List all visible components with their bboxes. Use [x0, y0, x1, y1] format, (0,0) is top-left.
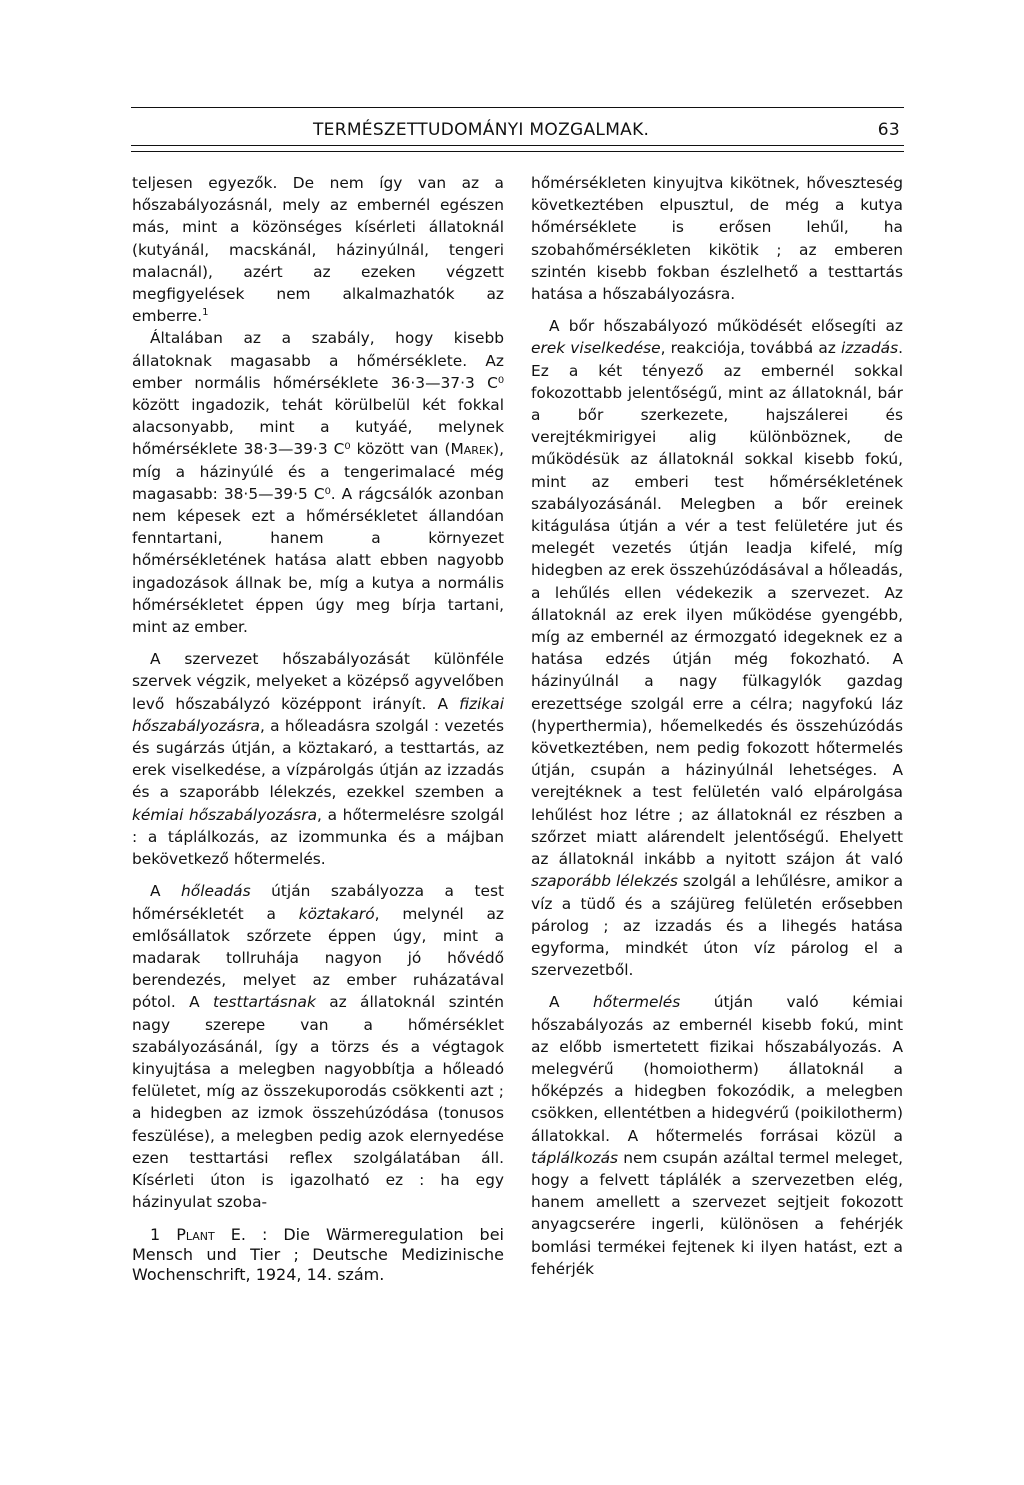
header-title: TERMÉSZETTUDOMÁNYI MOZGALMAK.	[313, 120, 650, 140]
footnote-author: Plant E.	[176, 1225, 246, 1245]
left-column	[132, 172, 504, 1285]
running-header	[131, 120, 904, 144]
paragraph: teljesen egyezők. De nem így van az a hőszabályozásnál, mely az embernél egészen más, mint a közönséges kísérleti állatoknál (kutyánál, macskánál, házinyúlnál, tengeri malacnál), azért az ezeken végzett megfigyelések nem alkalmazhatók az emberre.$^1$	[132, 174, 504, 326]
top-rule	[131, 107, 904, 108]
paragraph: Általában az a szabály, hogy kisebb állatoknak magasabb a hőmérséklete. Az ember normális hőmérséklete 36·3—37·3 C⁰ között ingadozik, tehát körülbelül két fokkal alacsonyabb, mint a kutyáé, melynek hőmérséklete 38·3—39·3 C⁰ között van (Marek), míg a házinyúlé és a tengerimalacé még magasabb: 38·5—39·5 C⁰. A rágcsálók azonban nem képesek ezt a hőmérsékletet állandóan fenntartani, hanem a környezet hőmérsékletének hatása alatt ebben nagyobb ingadozások állnak be, míg a kutya a normális hőmérsékletet éppen úgy meg bírja tartani, mint az ember.	[132, 329, 504, 637]
author-name: Marek	[450, 440, 494, 459]
header-rule-upper	[131, 145, 904, 146]
footnote-ref: 1	[202, 307, 209, 319]
paragraph: A bőr hőszabályozó működését elősegíti az erek viselkedése, reakciója, továbbá az izzadás. Ez a két tényező az embernél sokkal fokozottabb jelentőségű, mint az állatoknál, bár a bőr szerkezete, hajszálerei és verejtékmirigyei alig különböznek, de működésük az állatoknál sokkal kisebb fokú, mint az emberi test hőmérsékletének szabályozásánál. Melegben a bőr ereinek kitágulása útján a vér a test felületére jut és melegét vezetés útján leadja kifelé, míg hidegben az erek összehúzódásával a hőleadás, a lehűlés ellen védekezik a szervezet. Az állatoknál az erek ilyen működése gyengébb, míg az embernél az érmozgató idegeknek ez a hatása edzés útján még fokozható. A házinyúlnál a nagy fülkagylók gazdag erezettsége szolgál erre a célra; nagyfokú láz (hyperthermia), hőemelkedés és összehúzódás következtében, nem pedig fokozott hőtermelés útján, csupán a házinyúlnál lehetséges. A verejtéknek a test felületén való elpárolgása lehűlést hoz létre ; az állatoknál ez részben a szőrzet miatt alárendelt jelentőségű. Ehelyett az állatoknál inkább a nyitott szájon át való szaporább lélekzés szolgál a lehűlésre, amikor a víz a tüdő és a szájüreg felületén erősebben párolog ; az izzadás és a lihegés hatása egyforma, mindkét úton víz párolog el a szervezetből.	[531, 317, 904, 980]
paragraph: A hőleadás útján szabályozza a test hőmérsékletét a köztakaró, melynél az emlősállatok szőrzete éppen úgy, mint a madarak tollruhája nagyon jó hővédő berendezés, melyet az ember ruházatával pótol. A testtartásnak az állatoknál szintén nagy szerepe van a hőmérséklet szabályozásánál, így a törzs és a végtagok kinyujtása a melegben nagyobbítja a hőleadó felületet, míg az összekuporodás csökkenti azt ; a hidegben az izmok összehúzódása (tonusos feszülése), a melegben pedig azok elernyedése ezen testtartási reflex szolgálatában áll. Kísérleti úton is igazolható ez : ha egy házinyulat szoba-	[132, 882, 505, 1212]
footnote: 1 Plant E. : Die Wärmeregulation bei Mensch und Tier ; Deutsche Medizinische Wochenschrift, 1924, 14. szám.	[132, 1225, 504, 1285]
footnote-number: 1	[150, 1225, 161, 1245]
paragraph: A szervezet hőszabályozását különféle szervek végzik, melyeket a középső agyvelőben levő hőszabályzó középpont irányít. A fizikai hőszabályozásra, a hőleadásra szolgál : vezetés és sugárzás útján, a köztakaró, a testtartás, az erek viselkedése, a vízpárolgás útján az izzadás és a szaporább lélekzés, ezekkel szemben a kémiai hőszabályozásra, a hőtermelésre szolgál : a táplálkozás, az izommunka és a májban bekövetkező hőtermelés.	[132, 650, 504, 869]
right-column	[531, 172, 903, 1280]
paragraph: hőmérsékleten kinyujtva kikötnek, hőveszteség következtében elpusztul, de még a kutya hőmérséklete is erősen lehűl, ha szobahőmérsékleten kikötik ; az emberen szintén kisebb fokban észlelhető a testtartás hatása a hőszabályozásra.	[531, 174, 903, 304]
page-number: 63	[877, 120, 900, 140]
header-rule-lower	[131, 151, 904, 152]
paragraph: A hőtermelés útján való kémiai hőszabályozás az embernél kisebb fokú, mint az előbb ismertetett fizikai hőszabályozás. A melegvérű (homoiotherm) állatoknál a hőképzés a hidegben fokozódik, a melegben csökken, ellentétben a hidegvérű (poikilotherm) állatokkal. A hőtermelés forrásai közül a táplálkozás nem csupán azáltal termel meleget, hogy a felvett táplálék a szervezetben elég, hanem amellett a szervezet sejtjeit fokozott anyagcserére ingerli, különösen a fehérjék bomlási termékei fejtenek ki ilyen hatást, ezt a fehérjék	[531, 993, 903, 1278]
